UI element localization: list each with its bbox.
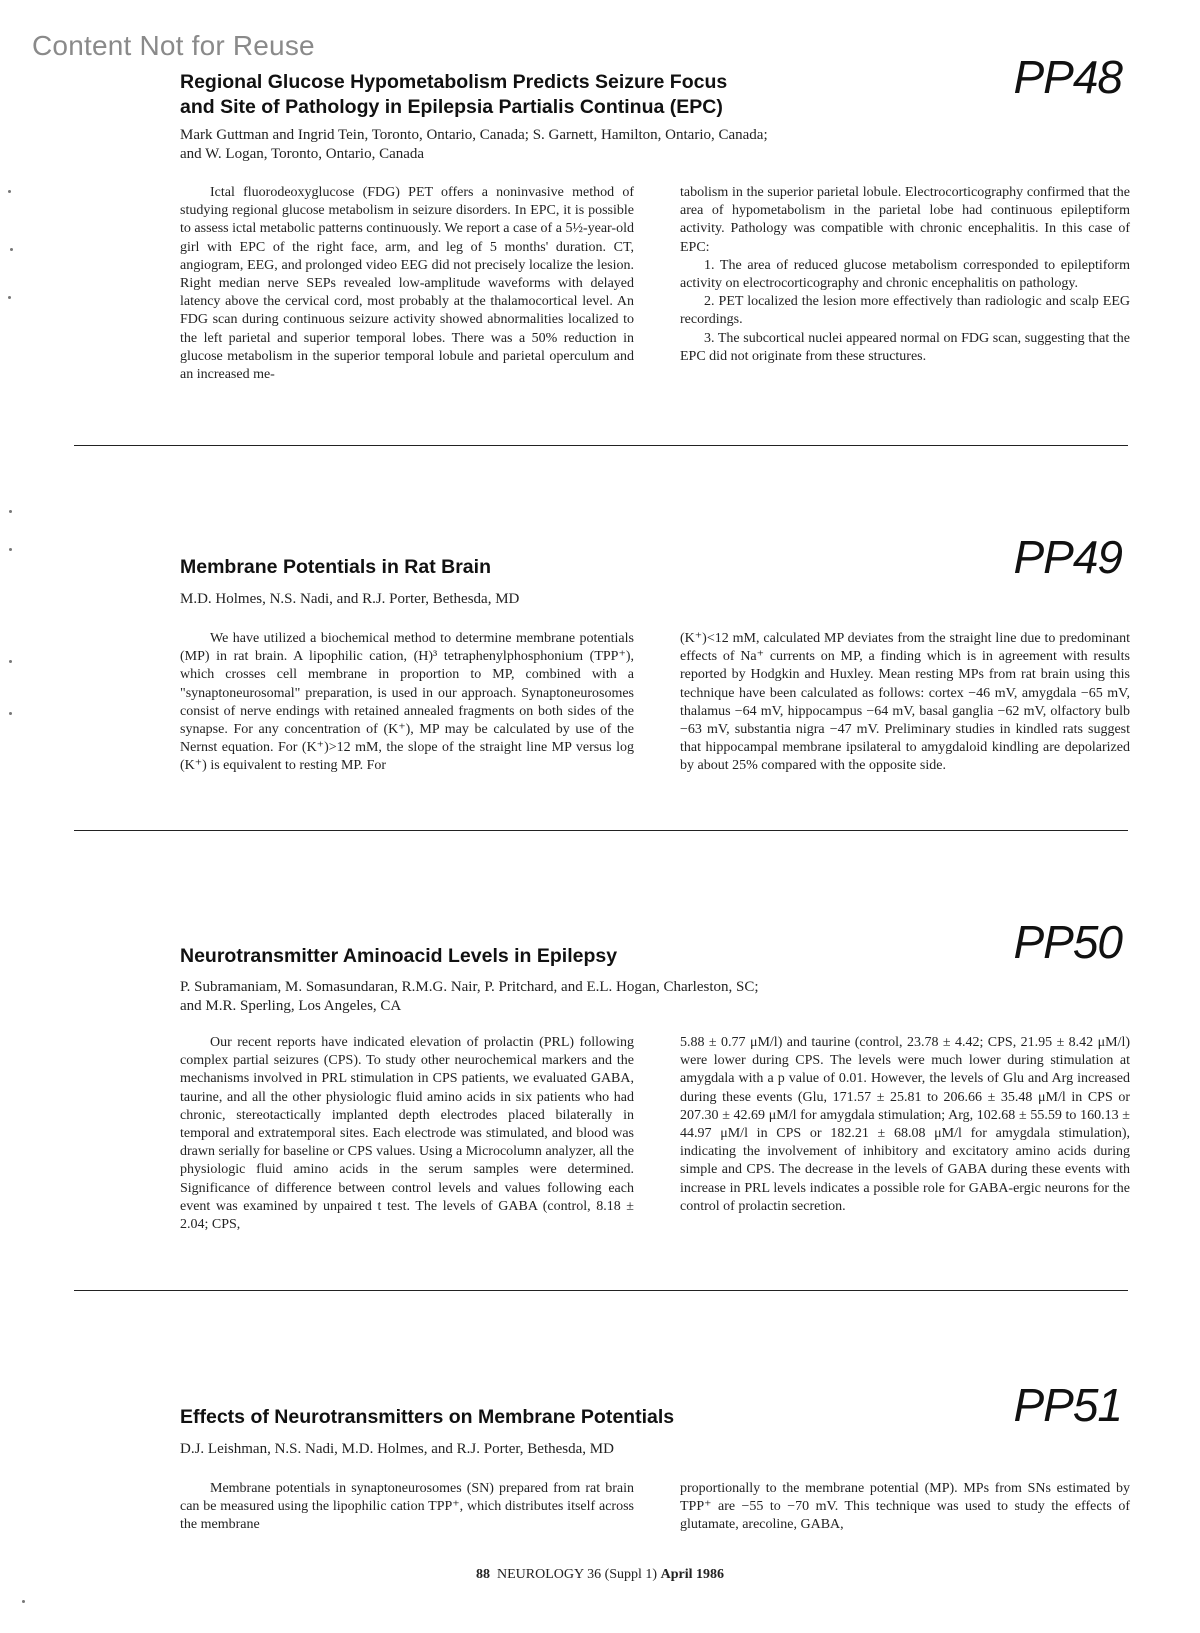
issue-date: April 1986 <box>660 1567 724 1582</box>
abstract-code: PP51 <box>1013 1379 1122 1431</box>
abstract-authors: D.J. Leishman, N.S. Nadi, M.D. Holmes, and R.J. Porter, Bethesda, MD <box>180 1441 614 1457</box>
scan-speck <box>10 248 13 251</box>
scan-speck <box>9 660 12 663</box>
abstract-authors: P. Subramaniam, M. Somasundaran, R.M.G. Nair, P. Pritchard, and E.L. Hogan, Charleston, SC; and M.R. Sperling, Los Angeles, CA <box>180 979 759 1014</box>
abstract-body-left: Membrane potentials in synaptoneurosomes (SN) prepared from rat brain can be measured using the lipophilic cation TPP⁺, which distributes itself across the membrane <box>180 1481 634 1533</box>
abstract-title: Neurotransmitter Aminoacid Levels in Epilepsy <box>180 945 618 967</box>
abstract-code: PP50 <box>1013 916 1122 968</box>
section-divider <box>74 830 1128 831</box>
abstract-body-left: Our recent reports have indicated elevation of prolactin (PRL) following complex partial seizures (CPS). To study other neurochemical markers and the mechanisms involved in PRL stimulation in CPS patients, we evaluated GABA, taurine, and all the other physiologic fluid amino acids in six patients who had chronic, stereotactically implanted depth electrodes placed bilaterally in temporal and extratemporal sites. Each electrode was stimulated, and blood was drawn serially for baseline or CPS values. Using a Microcolumn analyzer, all the physiologic fluid amino acids in the serum samples were determined. Significance of difference between control levels and values following each event was examined by unpaired t test. The levels of GABA (control, 8.18 ± 2.04; CPS, <box>180 1035 634 1233</box>
abstract-body-right: (K⁺)<12 mM, calculated MP deviates from the straight line due to predominant effects of Na⁺ currents on MP, a finding which is in agreement with results reported by Hodgkin and Huxley. Mean resting MPs from rat brain using this technique have been calculated as follows: cortex −46 mV, amygdala −65 mV, thalamus −64 mV, hippocampus −64 mV, basal ganglia −62 mV, olfactory bulb −63 mV, substantia nigra −47 mV. Preliminary studies in kindled rats suggest that hippocampal membrane ipsilateral to amygdaloid kindling are depolarized by about 25% compared with the opposite side. <box>680 631 1130 774</box>
abstract-code: PP48 <box>1013 51 1122 103</box>
abstract-body-right: 5.88 ± 0.77 μM/l) and taurine (control, 23.78 ± 4.42; CPS, 21.95 ± 8.42 μM/l) were lower during CPS. The levels were much lower during stimulation at amygdala with a p value of 0.01. However, the levels of Glu and Arg increased during these events (Glu, 171.57 ± 25.81 to 206.66 ± 35.48 μM/l in CPS or 207.30 ± 42.69 μM/l for amygdala stimulation; Arg, 102.68 ± 55.59 to 160.13 ± 44.97 μM/l in CPS or 182.21 ± 68.08 μM/l for amygdala stimulation), indicating the involvement of inhibitory and excitatory amino acids during simple and CPS. The decrease in the levels of GABA during these events with increase in PRL levels indicates a possible role for GABA-ergic neurons for the control of prolactin secretion. <box>680 1035 1130 1214</box>
scan-speck <box>8 296 11 299</box>
watermark: Content Not for Reuse <box>32 30 315 61</box>
section-divider <box>74 1290 1128 1291</box>
section-divider <box>74 445 1128 446</box>
abstract-authors: Mark Guttman and Ingrid Tein, Toronto, Ontario, Canada; S. Garnett, Hamilton, Ontario, Canada; and W. Logan, Toronto, Ontario, Canada <box>180 127 768 162</box>
scan-speck <box>22 1600 25 1603</box>
scan-speck <box>9 712 12 715</box>
scan-speck <box>9 510 12 513</box>
abstract-authors: M.D. Holmes, N.S. Nadi, and R.J. Porter, Bethesda, MD <box>180 591 520 607</box>
abstract-title: Effects of Neurotransmitters on Membrane Potentials <box>180 1406 675 1428</box>
journal-name: NEUROLOGY 36 (Suppl 1) <box>497 1567 658 1582</box>
scan-speck <box>8 190 11 193</box>
page-footer <box>0 1567 1200 1583</box>
abstract-code: PP49 <box>1013 531 1122 583</box>
abstract-body-right: tabolism in the superior parietal lobule. Electrocorticography confirmed that the area of hypometabolism in the parietal lobe had continuous epileptiform activity. Pathology was compatible with chronic encephalitis. In this case of EPC: 1. The area of reduced glucose metabolism corresponded to epileptiform activity on electrocorticography and chronic encephalitis on pathology. 2. PET localized the lesion more effectively than radiologic and scalp EEG recordings. 3. The subcortical nuclei appeared normal on FDG scan, suggesting that the EPC did not originate from these structures. <box>680 185 1130 364</box>
page-number: 88 <box>476 1567 490 1582</box>
abstract-body-left: Ictal fluorodeoxyglucose (FDG) PET offers a noninvasive method of studying regional glucose metabolism in seizure disorders. In EPC, it is possible to assess ictal metabolic patterns continuously. We report a case of a 5½-year-old girl with EPC of the right face, arm, and leg of 5 months' duration. CT, angiogram, EEG, and prolonged video EEG did not precisely localize the lesion. Right median nerve SEPs revealed low-amplitude waveforms with delayed latency above the cervical cord, most probably at the thalamocortical level. An FDG scan during continuous seizure activity showed abnormalities localized to the left parietal and superior temporal lobes. There was a 50% reduction in glucose metabolism in the superior temporal lobule and parietal operculum and an increased me- <box>180 185 634 383</box>
scan-speck <box>9 548 12 551</box>
abstract-body-left: We have utilized a biochemical method to determine membrane potentials (MP) in rat brain. A lipophilic cation, (H)³ tetraphenylphosphonium (TPP⁺), which crosses cell membrane in proportion to MP, combined with a "synaptoneurosomal" preparation, is used in our approach. Synaptoneurosomes consist of nerve endings with retained annealed fragments on both sides of the synapse. For any concentration of (K⁺), MP may be calculated by use of the Nernst equation. For (K⁺)>12 mM, the slope of the straight line MP versus log (K⁺) is equivalent to resting MP. For <box>180 631 634 774</box>
abstract-body-right: proportionally to the membrane potential (MP). MPs from SNs estimated by TPP⁺ are −55 to −70 mV. This technique was used to study the effects of glutamate, arecoline, GABA, <box>680 1481 1130 1533</box>
abstract-title: Regional Glucose Hypometabolism Predicts Seizure Focus and Site of Pathology in Epilepsia Partialis Continua (EPC) <box>180 71 728 118</box>
abstract-title: Membrane Potentials in Rat Brain <box>180 556 491 578</box>
